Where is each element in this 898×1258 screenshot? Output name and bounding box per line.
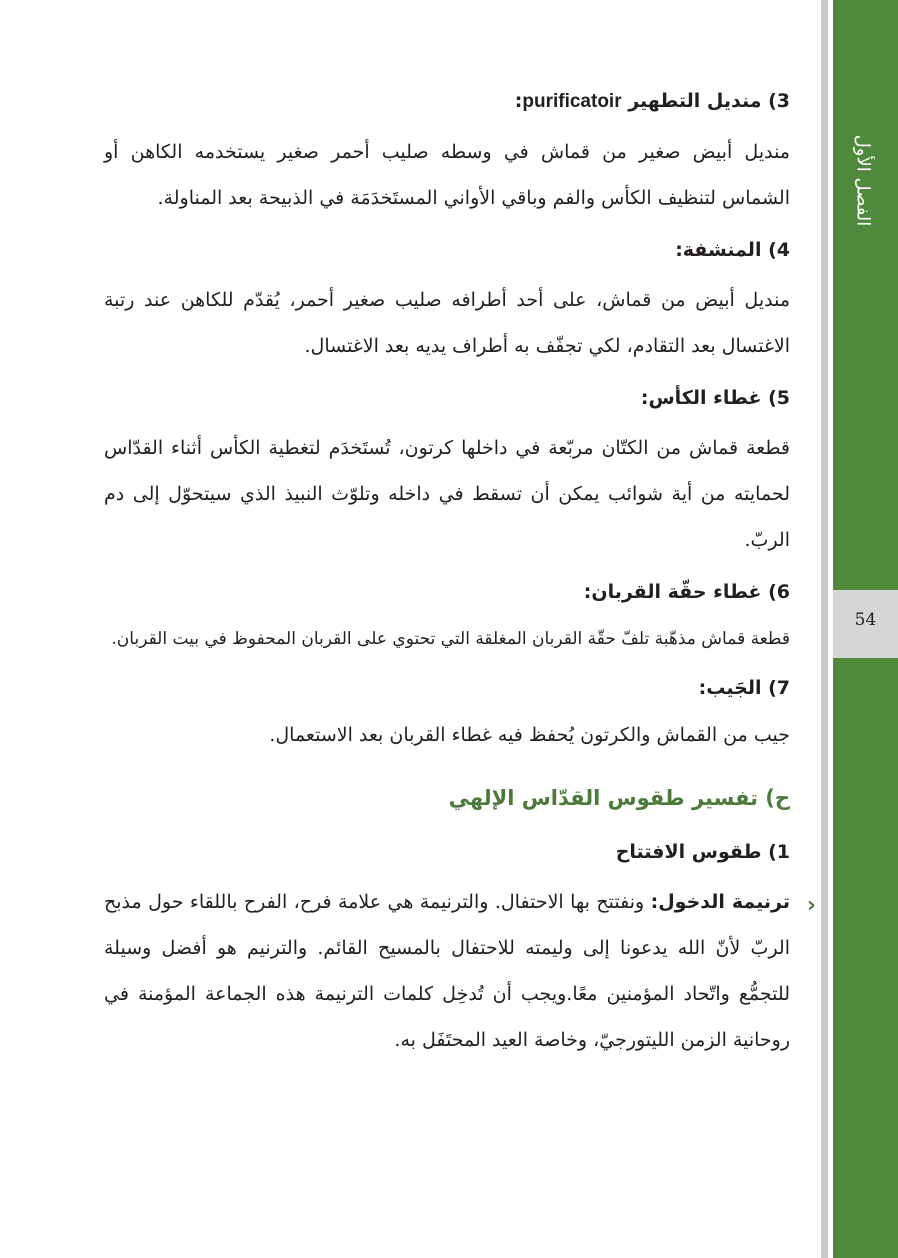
item-7-text: جيب من القماش والكرتون يُحفظ فيه غطاء القربان بعد الاستعمال.: [269, 724, 790, 746]
section-subheading: 1) طقوس الافتتاح: [615, 841, 790, 863]
bullet-text: ونفتتح بها الاحتفال. والترنيمة هي علامة فرح، الفرح باللقاء حول مذبح الربّ لأنّ الله يدعونا إلى وليمته للاحتفال بالمسيح القائم. والترنيم هو أفضل وسيلة للتجمُّع واتّحاد المؤمنين معًا.ويجب أن تُدخِل كلمات الترنيمة هذه الجماعة المؤمنة في روحانية الزمن الليتورجيّ، وخاصة العيد المحتَفَل به.: [104, 891, 790, 1051]
item-3-heading-suffix: :: [514, 90, 523, 112]
main-content: [104, 86, 816, 1077]
bullet-paragraph: [104, 879, 816, 1063]
item-3-heading: [104, 86, 790, 117]
item-4-heading: 4) المنشفة:: [675, 239, 790, 261]
item-3-heading-text: 3) منديل التطهير: [628, 90, 790, 112]
item-5-text: قطعة قماش من الكتّان مربّعة في داخلها كرتون، تُستَخدَم لتغطية الكأس أثناء القدّاس لحمايته من أية شوائب يمكن أن تسقط في داخله وتلوّث النبيذ الذي سيتحوّل إلى دم الربّ.: [104, 437, 790, 551]
item-7-heading: 7) الجَيب:: [698, 677, 790, 699]
chapter-tab-bottom: [833, 658, 898, 1258]
item-5-heading: 5) غطاء الكأس:: [640, 387, 790, 409]
chapter-label-box: [828, 80, 898, 280]
item-4-text: منديل أبيض من قماش، على أحد أطرافه صليب صغير أحمر، يُقدّم للكاهن عند رتبة الاغتسال بعد التقادم، لكي تجفّف به أطراف يديه بعد الاغتسال.: [104, 289, 790, 357]
chevron-left-icon: ‹: [806, 893, 816, 918]
bullet-lead: ترنيمة الدخول:: [650, 891, 791, 913]
page-number: 54: [854, 610, 877, 630]
section-heading: ح) تفسير طقوس القدّاس الإلهي: [448, 786, 790, 810]
item-6-text: قطعة قماش مذهّبة تلفّ حقّة القربان المغلقة التي تحتوي على القربان المحفوظ في بيت القربان.: [111, 629, 790, 649]
item-3-heading-latin: purificatoir: [522, 91, 622, 112]
item-3-text: منديل أبيض صغير من قماش في وسطه صليب أحمر صغير يستخدمه الكاهن أو الشماس لتنظيف الكأس والفم وباقي الأواني المستَخدَمَة في الذبيحة بعد المناولة.: [104, 141, 790, 209]
chapter-label: الفصل الأول: [852, 134, 874, 226]
item-6-heading: 6) غطاء حقّة القربان:: [583, 581, 790, 603]
side-divider: [821, 0, 828, 1258]
